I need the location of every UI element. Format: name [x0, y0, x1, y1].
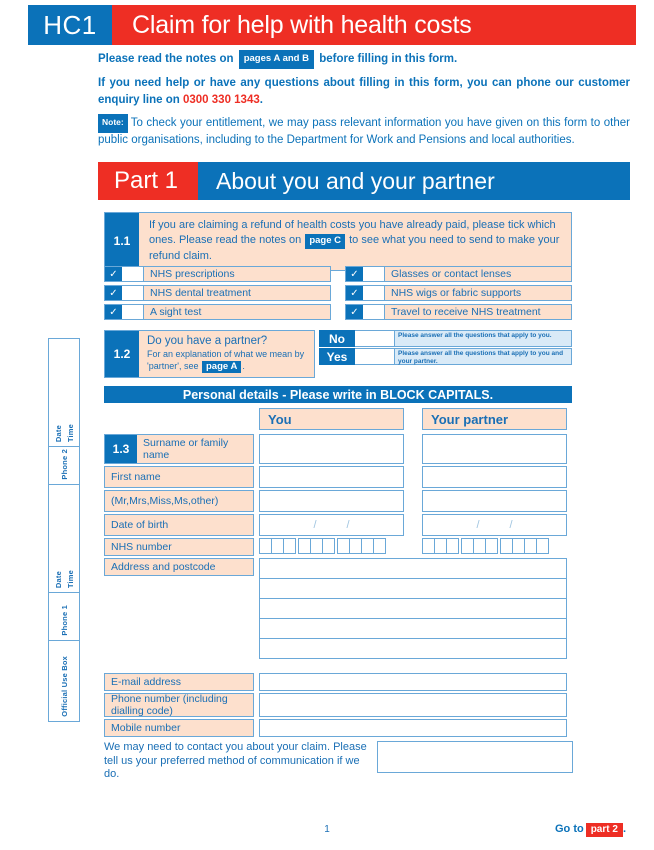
nhs-number-field-you[interactable] — [259, 538, 404, 556]
form-code: HC1 — [28, 5, 112, 45]
no-checkbox[interactable] — [355, 330, 395, 347]
row-label-text: Mobile number — [111, 721, 181, 734]
intro-line-2-after: . — [259, 94, 263, 106]
question-1-2 — [104, 330, 572, 378]
checkbox-input[interactable] — [363, 286, 385, 300]
dob-slash: / — [509, 519, 513, 531]
contact-preference-field[interactable] — [377, 741, 573, 773]
mobile-field[interactable] — [259, 719, 567, 737]
dob-field-partner[interactable] — [422, 514, 567, 536]
tick-icon: ✓ — [346, 267, 363, 281]
row-label-text: E-mail address — [111, 675, 182, 688]
tick-icon: ✓ — [105, 305, 122, 319]
go-to-part-2[interactable] — [555, 823, 626, 837]
dob-separators — [260, 515, 403, 535]
row-label-text: Phone number (including dialling code) — [111, 692, 228, 717]
checkbox-nhs-wigs-fabric-supports[interactable] — [345, 285, 572, 301]
sidebar-label-phone-2: Phone 2 — [59, 449, 69, 480]
nhs-cell[interactable] — [283, 538, 296, 554]
question-1-1-text-before: If you are claiming a refund of health costs you have already paid, please tick which ones. Please read the notes on — [149, 219, 556, 246]
refund-options-grid — [104, 266, 572, 323]
sidebar-segment-datetime-2 — [49, 339, 79, 447]
row-label-title — [104, 490, 254, 512]
address-line[interactable] — [259, 638, 567, 659]
surname-field-partner[interactable] — [422, 434, 567, 464]
title-field-partner[interactable] — [422, 490, 567, 512]
table-row-surname — [104, 434, 572, 464]
nhs-group — [337, 538, 385, 556]
nhs-group — [500, 538, 548, 556]
checkbox-label: NHS prescriptions — [150, 268, 235, 280]
pages-a-and-b-badge: pages A and B — [239, 50, 314, 69]
question-1-2-sub-after: . — [242, 360, 245, 371]
nhs-group — [461, 538, 497, 556]
sidebar-label-date: Date — [53, 570, 63, 588]
dob-slash: / — [313, 519, 317, 531]
checkbox-label: A sight test — [150, 306, 202, 318]
row-label-mobile — [104, 719, 254, 737]
part-title: About you and your partner — [216, 167, 495, 194]
column-header-partner: Your partner — [422, 408, 567, 430]
table-row-mobile — [104, 719, 572, 737]
yes-checkbox[interactable] — [355, 348, 395, 365]
question-1-2-sub-text — [147, 349, 308, 373]
checkbox-a-sight-test[interactable] — [104, 304, 331, 320]
sidebar-label-time: Time — [65, 569, 75, 588]
question-1-1 — [104, 212, 572, 271]
question-1-2-prompt — [104, 330, 315, 378]
form-header — [28, 5, 636, 45]
address-line[interactable] — [259, 578, 567, 599]
contact-preference-row — [104, 741, 572, 782]
nhs-cell[interactable] — [322, 538, 335, 554]
sidebar-label-phone-1: Phone 1 — [59, 605, 69, 636]
row-label-nhs-number — [104, 538, 254, 556]
refund-options-row — [104, 266, 572, 282]
dob-separators — [423, 515, 566, 535]
official-use-sidebar — [48, 338, 80, 722]
nhs-group — [422, 538, 458, 556]
checkbox-label: NHS wigs or fabric supports — [391, 287, 522, 299]
dob-slash: / — [476, 519, 480, 531]
page-a-badge: page A — [202, 361, 241, 374]
checkbox-input[interactable] — [363, 267, 385, 281]
nhs-cell[interactable] — [485, 538, 498, 554]
checkbox-nhs-prescriptions[interactable] — [104, 266, 331, 282]
intro-line-1-after: before filling in this form. — [319, 53, 458, 65]
table-row-first-name — [104, 466, 572, 488]
nhs-cell[interactable] — [536, 538, 549, 554]
no-label: No — [319, 330, 355, 347]
checkbox-nhs-dental-treatment[interactable] — [104, 285, 331, 301]
tick-icon: ✓ — [105, 286, 122, 300]
checkbox-travel-to-receive-nhs-treatment[interactable] — [345, 304, 572, 320]
question-1-1-number: 1.1 — [105, 213, 139, 270]
row-label-text: NHS number — [111, 540, 172, 553]
sidebar-label-time: Time — [65, 423, 75, 442]
part-2-badge: part 2 — [586, 823, 623, 837]
personal-details-column-headers — [104, 408, 572, 430]
email-field[interactable] — [259, 673, 567, 691]
question-1-2-text — [139, 331, 314, 377]
yes-label: Yes — [319, 348, 355, 365]
column-header-spacer — [104, 408, 259, 430]
table-row-title — [104, 490, 572, 512]
first-name-field-you[interactable] — [259, 466, 404, 488]
dob-field-you[interactable] — [259, 514, 404, 536]
first-name-field-partner[interactable] — [422, 466, 567, 488]
surname-field-you[interactable] — [259, 434, 404, 464]
part-1-banner — [98, 162, 630, 200]
sidebar-segment-official-use-box — [49, 641, 79, 721]
table-row-address — [104, 558, 572, 659]
personal-details-banner: Personal details - Please write in BLOCK CAPITALS. — [104, 386, 572, 403]
checkbox-label: Glasses or contact lenses — [391, 268, 512, 280]
row-label-text: First name — [111, 470, 161, 483]
sidebar-segment-phone-2 — [49, 447, 79, 485]
nhs-cell[interactable] — [446, 538, 459, 554]
privacy-note — [98, 114, 630, 148]
sidebar-label-date: Date — [53, 424, 63, 442]
note-badge: Note: — [98, 114, 128, 133]
tick-icon: ✓ — [105, 267, 122, 281]
tick-icon: ✓ — [346, 286, 363, 300]
checkbox-label: Travel to receive NHS treatment — [391, 306, 541, 318]
tick-icon: ✓ — [346, 305, 363, 319]
nhs-number-field-partner[interactable] — [422, 538, 567, 556]
enquiry-phone-number: 0300 330 1343 — [183, 94, 260, 106]
sidebar-segment-datetime-1 — [49, 485, 79, 593]
checkbox-glasses-contact-lenses[interactable] — [345, 266, 572, 282]
row-label-address — [104, 558, 254, 576]
privacy-note-text: To check your entitlement, we may pass relevant information you have given on this form to other public organisations, including to the Department for Work and Pensions and local authorities. — [98, 117, 630, 146]
dob-slash: / — [346, 519, 350, 531]
row-label-text: Surname or family name — [143, 436, 229, 461]
checkbox-input[interactable] — [122, 286, 144, 300]
form-title: Claim for help with health costs — [132, 10, 472, 39]
contact-preference-text: We may need to contact you about your claim. Please tell us your preferred method of communication if we do. — [104, 741, 367, 780]
go-to-after: . — [622, 823, 626, 835]
intro-line-2-before: If you need help or have any questions about filling in this form, you can phone our customer enquiry line on — [98, 77, 630, 106]
row-label-surname — [104, 434, 254, 464]
table-row-date-of-birth — [104, 514, 572, 536]
checkbox-input[interactable] — [363, 305, 385, 319]
answer-row-no — [319, 330, 572, 347]
refund-options-row — [104, 304, 572, 320]
part-number: Part 1 — [98, 162, 198, 200]
table-row-email — [104, 673, 572, 691]
answer-row-yes — [319, 348, 572, 365]
title-field-you[interactable] — [259, 490, 404, 512]
nhs-cell[interactable] — [373, 538, 386, 554]
address-line[interactable] — [259, 598, 567, 619]
intro-line-1 — [98, 50, 630, 69]
intro-line-2 — [98, 75, 630, 109]
row-label-email — [104, 673, 254, 691]
column-header-you: You — [259, 408, 404, 430]
table-row-nhs-number — [104, 538, 572, 556]
sidebar-label-official-use-box: Official Use Box — [59, 656, 69, 717]
no-guidance-note: Please answer all the questions that apply to you. — [395, 330, 572, 347]
address-line[interactable] — [259, 558, 567, 579]
intro-block — [98, 50, 630, 148]
question-1-2-main-text: Do you have a partner? — [147, 335, 268, 347]
question-1-2-sub-before: For an explanation of what we mean by 'partner', see — [147, 349, 305, 371]
question-1-1-text — [139, 213, 571, 270]
nhs-group — [259, 538, 295, 556]
yes-guidance-note: Please answer all the questions that apply to you and your partner. — [395, 348, 572, 365]
checkbox-input[interactable] — [122, 305, 144, 319]
table-row-phone — [104, 693, 572, 717]
intro-line-1-before: Please read the notes on — [98, 53, 234, 65]
page-c-badge: page C — [305, 234, 345, 250]
go-to-label: Go to — [554, 823, 584, 835]
row-label-text: (Mr,Mrs,Miss,Ms,other) — [111, 494, 219, 507]
row-label-text: Date of birth — [111, 518, 169, 531]
refund-options-row — [104, 285, 572, 301]
question-1-2-answers — [319, 330, 572, 378]
checkbox-label: NHS dental treatment — [150, 287, 251, 299]
address-line[interactable] — [259, 618, 567, 639]
address-field[interactable] — [259, 558, 567, 659]
phone-field[interactable] — [259, 693, 567, 717]
page-number: 1 — [324, 824, 330, 835]
nhs-group — [298, 538, 334, 556]
personal-details-table — [104, 408, 572, 782]
question-1-1-text-after: to see what you need to send to make your refund claim. — [149, 233, 560, 262]
row-label-text: Address and postcode — [111, 560, 216, 573]
question-1-2-number: 1.2 — [105, 331, 139, 377]
row-label-first-name — [104, 466, 254, 488]
row-label-date-of-birth — [104, 514, 254, 536]
question-1-3-number: 1.3 — [105, 435, 137, 463]
sidebar-segment-phone-1 — [49, 593, 79, 641]
row-label-phone — [104, 693, 254, 717]
checkbox-input[interactable] — [122, 267, 144, 281]
